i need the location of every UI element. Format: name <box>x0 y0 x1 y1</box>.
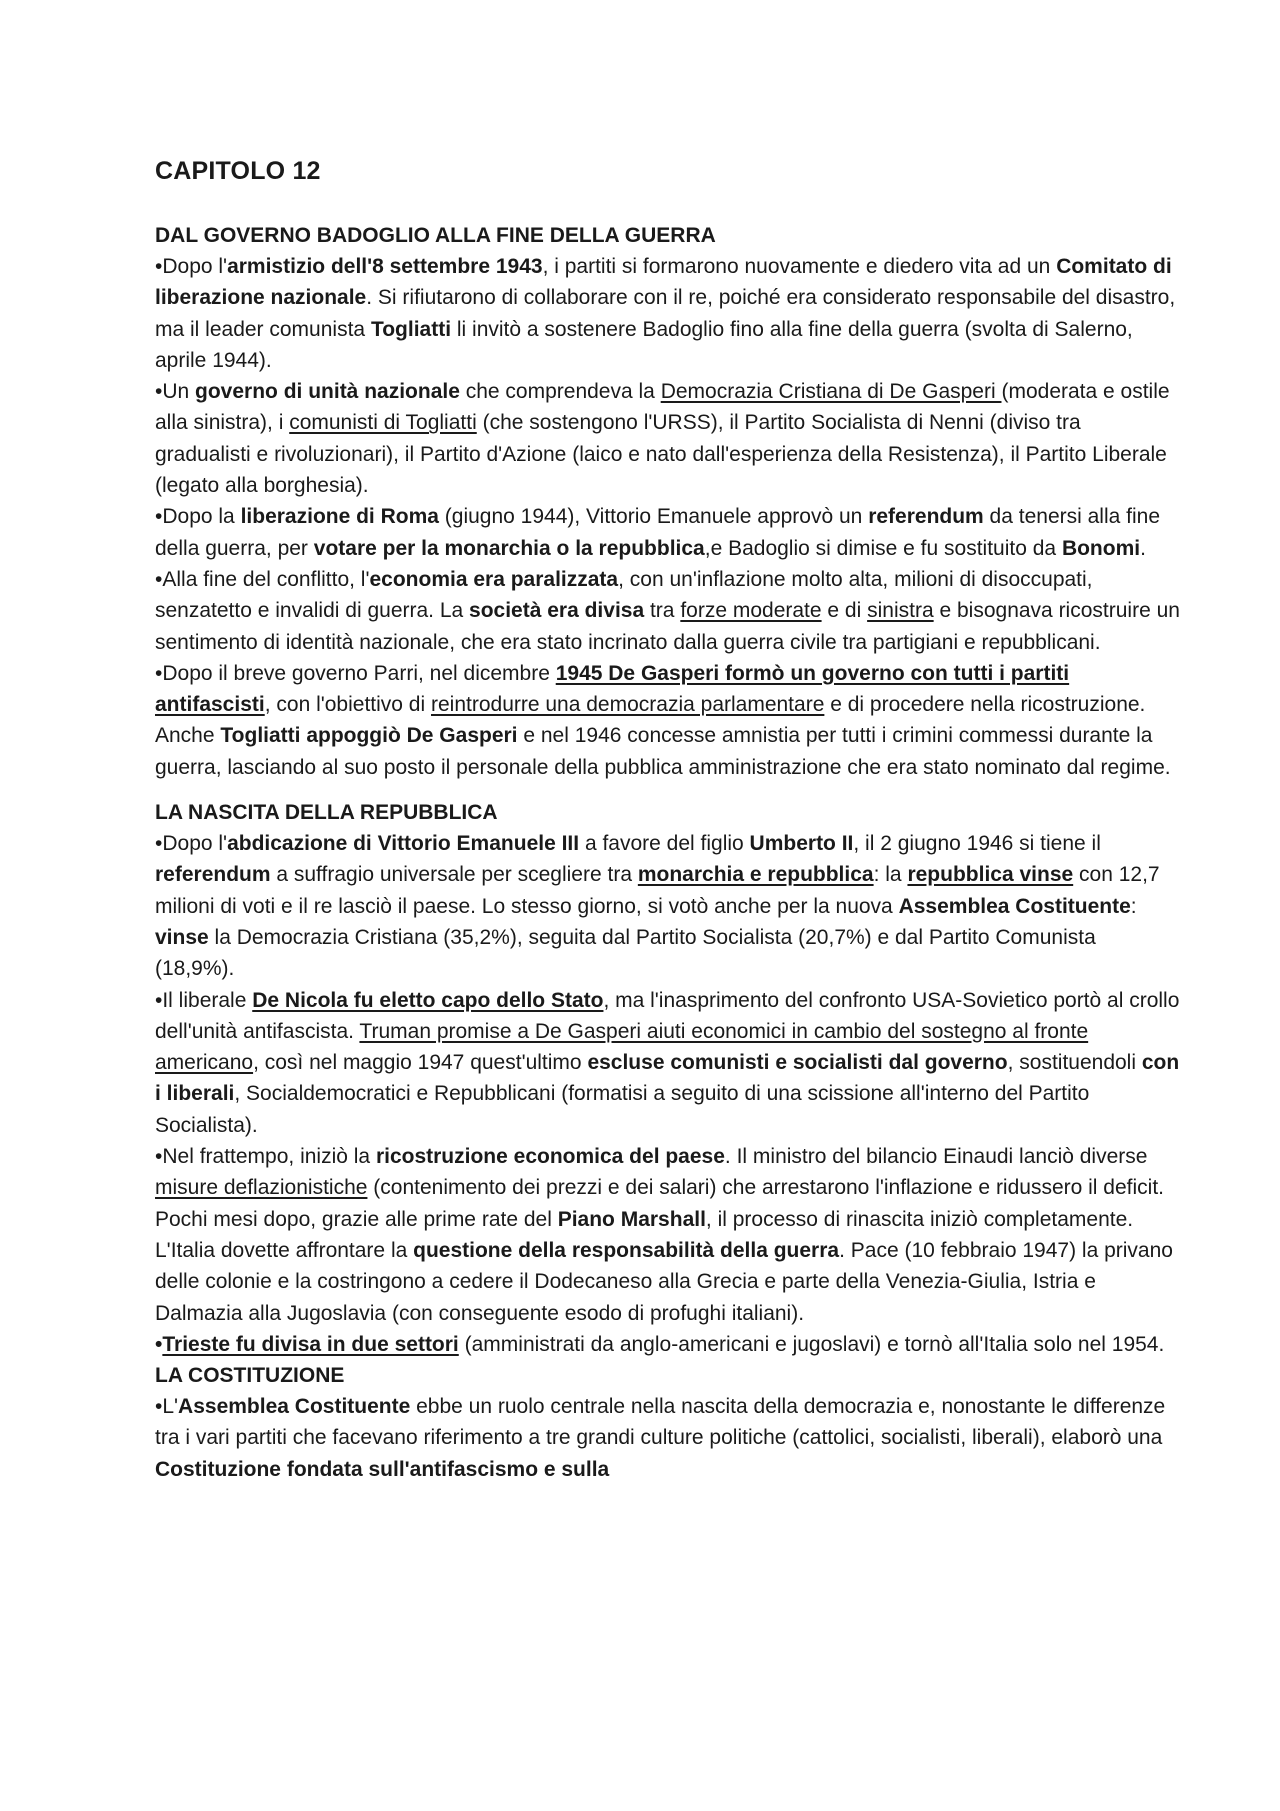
text-run: , con un'inflazione molto alta, milioni di disoccupati, senzatetto e invalidi di guerra. La <box>155 567 1093 623</box>
text-run: . Pace (10 febbraio 1947) la privano delle colonie e la costringono a cedere il Dodecaneso alla Grecia e parte della Venezia-Giulia, Istria e Dalmazia alla Jugoslavia (con conseguente esodo di profughi italiani). <box>155 1238 1173 1325</box>
text-run: da tenersi alla fine della guerra, per <box>155 505 1160 560</box>
bold-text: Bonomi <box>1061 536 1141 560</box>
bullet-paragraph <box>155 251 1180 376</box>
text-run: , con l'obiettivo di <box>264 693 431 717</box>
text-run: •Un <box>155 380 196 404</box>
text-run: , ma l'inasprimento del confronto USA-Sovietico portò al crollo dell'unità antifascista. <box>155 988 1180 1043</box>
text-run: , così nel maggio 1947 quest'ultimo <box>253 1051 588 1075</box>
text-run: , il 2 giugno 1946 si tiene il <box>853 832 1101 856</box>
bullet-paragraph <box>155 658 1180 783</box>
bold-underlined-text: 1945 De Gasperi formò un governo con tutti i partiti antifascisti <box>155 661 1070 717</box>
bold-text: referendum <box>155 863 271 887</box>
bold-text: Umberto II <box>749 832 854 856</box>
bullet-paragraph <box>155 1141 1180 1329</box>
section-heading: DAL GOVERNO BADOGLIO ALLA FINE DELLA GUERRA <box>155 224 716 247</box>
bold-text: armistizio dell'8 settembre 1943 <box>227 255 543 278</box>
text-run: : la <box>873 863 908 887</box>
text-run: che comprendeva la <box>459 380 661 404</box>
bold-text: vinse <box>155 925 209 949</box>
text-run: e bisognava ricostruire un sentimento di identità nazionale, che era stato incrinato dalla guerra civile tra partigiani e repubblicani. <box>155 599 1180 654</box>
bold-text: Costituzione fondata sull'antifascismo e sulla <box>155 1457 610 1481</box>
text-run: e di <box>821 599 868 623</box>
bold-text: Comitato di liberazione nazionale <box>155 255 1172 310</box>
text-run: , sostituendoli <box>1007 1051 1142 1075</box>
bold-text: governo di unità nazionale <box>195 380 460 404</box>
bold-text: abdicazione di Vittorio Emanuele III <box>227 832 580 856</box>
section-heading: LA NASCITA DELLA REPUBBLICA <box>155 801 498 825</box>
bold-text: con i liberali <box>155 1051 1180 1106</box>
text-run: •Il liberale <box>155 988 253 1012</box>
text-run: tra <box>644 599 681 623</box>
text-run: ebbe un ruolo centrale nella nascita della democrazia e, nonostante le differenze tra i vari partiti che facevano riferimento a tre grandi culture politiche (cattolici, socialisti, liberali), elaborò una <box>155 1395 1166 1450</box>
bold-underlined-text: repubblica vinse <box>907 863 1074 887</box>
text-run: (amministrati da anglo-americani e jugoslavi) e tornò all'Italia solo nel 1954. <box>458 1332 1165 1356</box>
bullet-paragraph <box>155 828 1180 984</box>
bold-text: referendum <box>868 505 984 529</box>
underlined-text: sinistra <box>867 599 934 623</box>
bold-text: votare per la monarchia o la repubblica <box>313 536 705 560</box>
underlined-text: misure deflazionistiche <box>155 1176 368 1200</box>
bold-text: questione della responsabilità della guerra <box>413 1238 840 1262</box>
chapter-title: CAPITOLO 12 <box>155 157 321 185</box>
text-run: e di procedere nella ricostruzione. Anche <box>155 693 1146 748</box>
bold-text: economia era paralizzata <box>369 567 619 591</box>
document-body <box>155 220 1180 1485</box>
bullet-paragraph <box>155 564 1180 658</box>
text-run: (moderata e ostile alla sinistra), i <box>155 380 1170 435</box>
text-run: . Si rifiutarono di collaborare con il re, poiché era considerato responsabile del disastro, ma il leader comunista <box>155 286 1176 341</box>
text-run: , il processo di rinascita iniziò completamente. L'Italia dovette affrontare la <box>155 1207 1134 1262</box>
text-run: •Dopo l' <box>155 832 228 856</box>
text-run: . <box>1140 536 1146 560</box>
bold-text: Assemblea Costituente <box>898 894 1131 918</box>
underlined-text: forze moderate <box>680 599 822 623</box>
bold-underlined-text: Trieste fu divisa in due settori <box>162 1332 459 1356</box>
text-run: : <box>1130 894 1137 918</box>
bullet-paragraph <box>155 376 1180 501</box>
text-run: (che sostengono l'URSS), il Partito Socialista di Nenni (diviso tra gradualisti e rivoluzionari), il Partito d'Azione (laico e nato dall'esperienza della Resistenza), il Partito Liberale (legato alla borghesia). <box>155 411 1167 498</box>
bold-text: Togliatti appoggiò De Gasperi <box>220 724 518 748</box>
text-run: a suffragio universale per scegliere tra <box>270 863 638 887</box>
underlined-text: Democrazia Cristiana di De Gasperi <box>660 380 1002 404</box>
text-run: , i partiti si formarono nuovamente e diedero vita ad un <box>542 255 1057 278</box>
bold-text: Assemblea Costituente <box>178 1395 411 1419</box>
bold-text: • <box>155 1332 163 1356</box>
text-run: •L' <box>155 1395 179 1419</box>
bold-text: società era divisa <box>469 599 645 623</box>
text-run: (contenimento dei prezzi e dei salari) che arrestarono l'inflazione e ridussero il deficit. Pochi mesi dopo, grazie alle prime rate del <box>155 1176 1165 1231</box>
bold-text: ricostruzione economica del paese <box>375 1145 725 1169</box>
text-run: •Dopo l' <box>155 255 228 278</box>
text-run: . Il ministro del bilancio Einaudi lanciò diverse <box>724 1145 1148 1169</box>
text-run: •Dopo il breve governo Parri, nel dicembre <box>155 661 556 685</box>
text-run: (giugno 1944), Vittorio Emanuele approvò un <box>438 505 869 529</box>
underlined-text: Truman promise a De Gasperi aiuti economici in cambio del sostegno al fronte americano <box>155 1019 1089 1075</box>
bold-text: Piano Marshall <box>557 1207 706 1231</box>
text-run: e nel 1946 concesse amnistia per tutti i crimini commessi durante la guerra, lasciando al suo posto il personale della pubblica amministrazione che era stato nominato dal regime. <box>155 724 1171 779</box>
text-run: •Dopo la <box>155 505 241 529</box>
text-run: a favore del figlio <box>579 832 750 856</box>
bold-text: liberazione di Roma <box>240 505 439 529</box>
bold-text: Togliatti <box>370 317 452 341</box>
bullet-paragraph <box>155 1391 1180 1485</box>
bold-text: escluse comunisti e socialisti dal governo <box>587 1051 1008 1075</box>
underlined-text: reintrodurre una democrazia parlamentare <box>431 693 825 717</box>
text-run: ,e Badoglio si dimise e fu sostituito da <box>704 536 1062 560</box>
text-run: con 12,7 milioni di voti e il re lasciò il paese. Lo stesso giorno, si votò anche per la nuova <box>155 863 1160 918</box>
text-run: •Nel frattempo, iniziò la <box>155 1145 376 1169</box>
bold-underlined-text: monarchia e repubblica <box>637 863 874 887</box>
text-run: , Socialdemocratici e Repubblicani (formatisi a seguito di una scissione all'interno del Partito Socialista). <box>155 1082 1090 1137</box>
bullet-paragraph <box>155 985 1180 1141</box>
bold-underlined-text: De Nicola fu eletto capo dello Stato <box>252 988 604 1012</box>
section-heading: LA COSTITUZIONE <box>155 1364 345 1388</box>
underlined-text: comunisti di Togliatti <box>289 411 477 435</box>
bullet-paragraph <box>155 501 1180 564</box>
text-run: la Democrazia Cristiana (35,2%), seguita dal Partito Socialista (20,7%) e dal Partito Comunista (18,9%). <box>155 925 1096 981</box>
text-run: li invitò a sostenere Badoglio fino alla fine della guerra (svolta di Salerno, aprile 1944). <box>155 317 1133 372</box>
bullet-paragraph <box>155 1329 1180 1360</box>
text-run: •Alla fine del conflitto, l' <box>155 567 370 591</box>
